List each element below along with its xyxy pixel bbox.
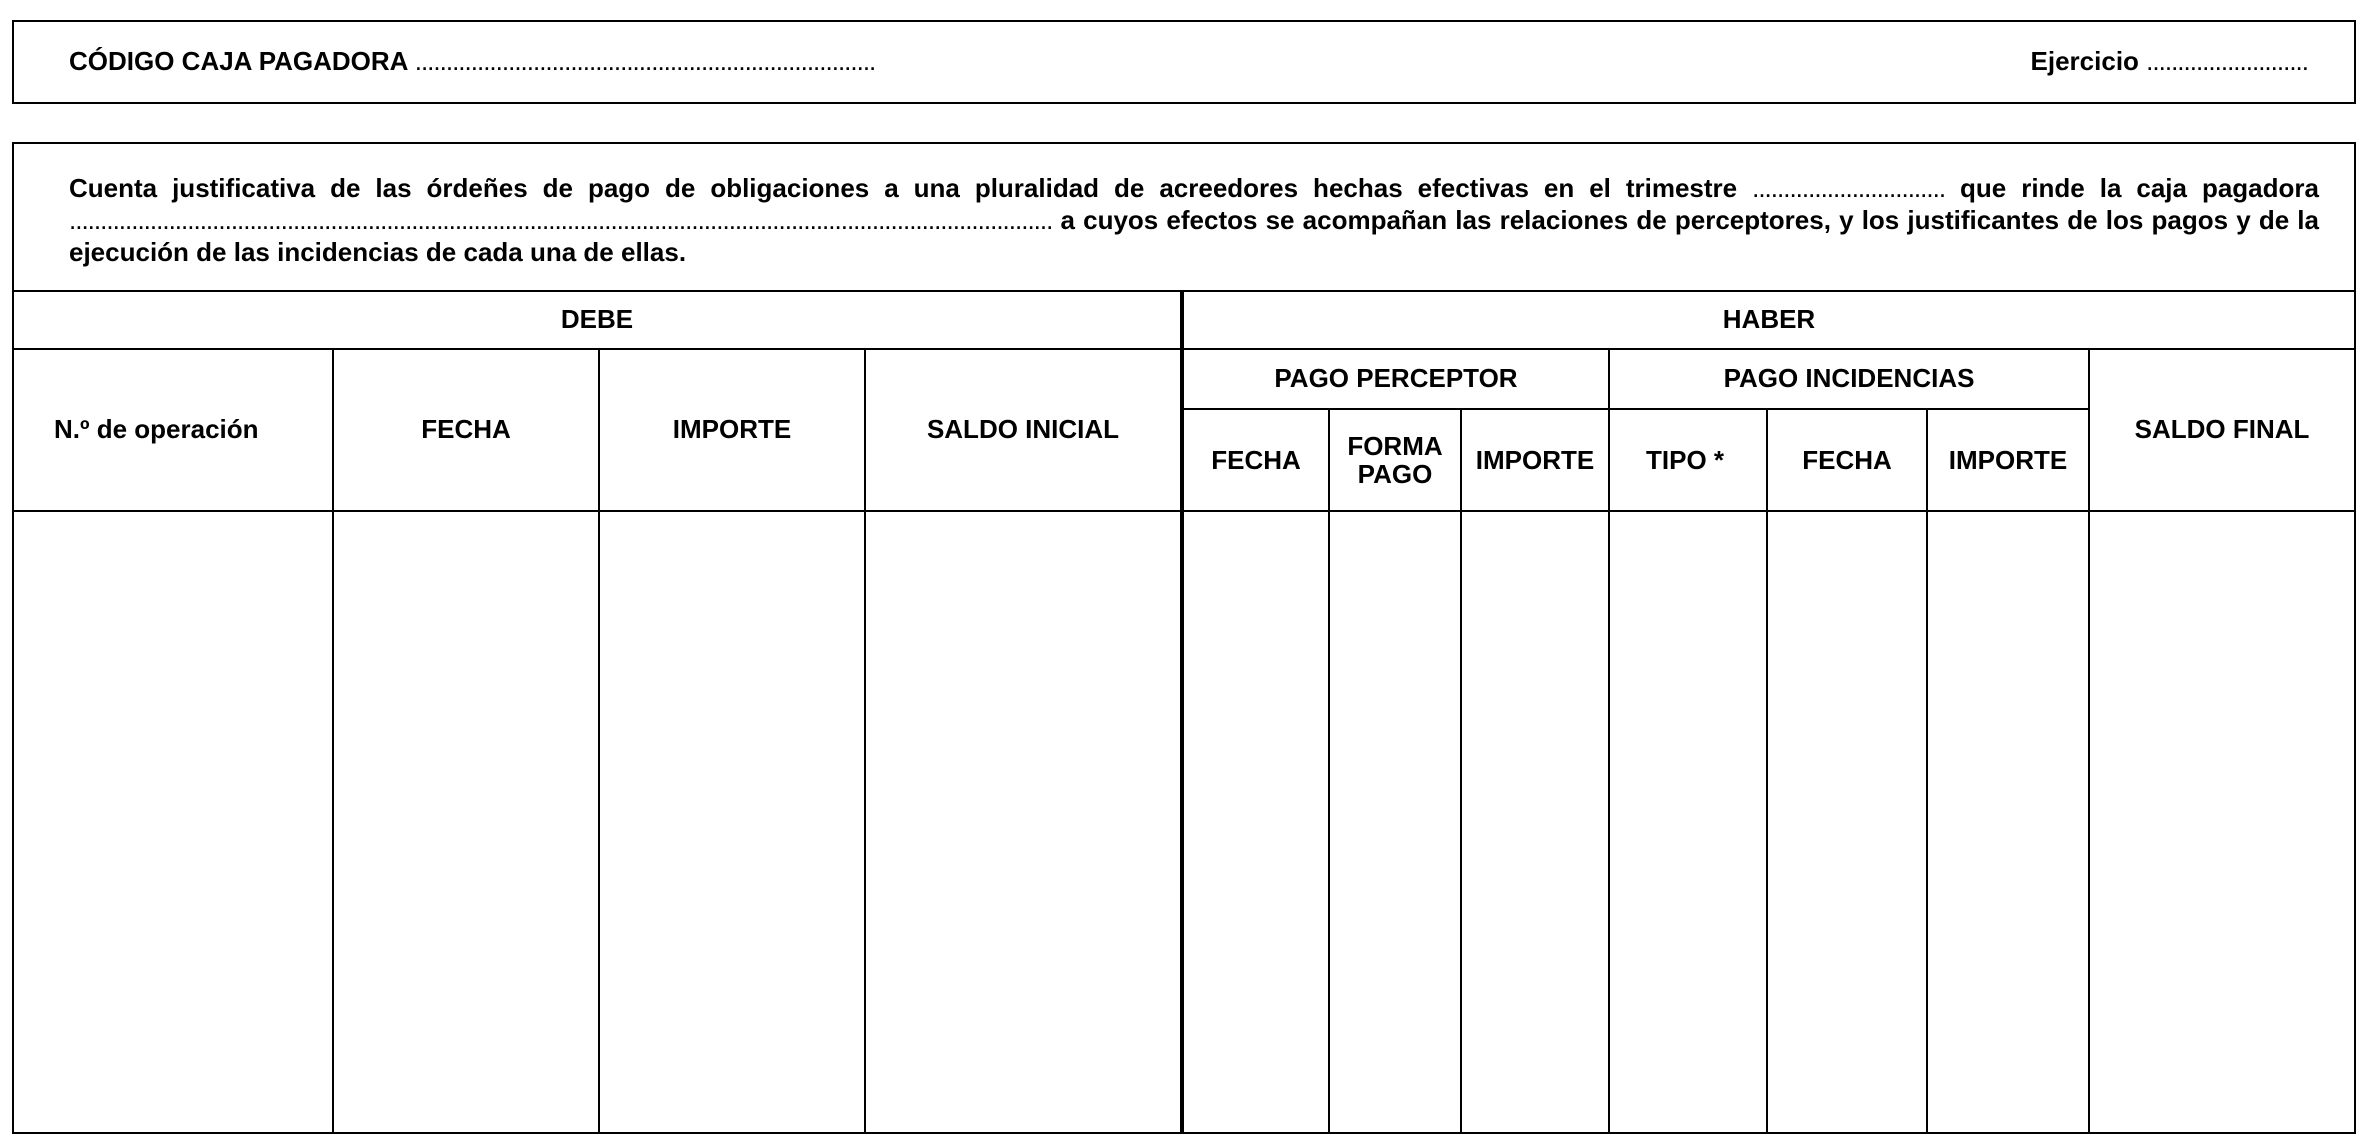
caja-blank[interactable]: ..............................................................................................................................................................: [69, 205, 1053, 235]
col-divider-6: [1460, 408, 1462, 1134]
account-form: [12, 142, 2356, 1134]
col-importe-perceptor: IMPORTE: [1475, 445, 1595, 475]
intro-text-3: a cuyos efectos se acompañan las relaciones de perceptores, y los justificantes de los pagos y de la ejecución de las incidencias de cada una de ellas.: [69, 205, 2319, 267]
header-box: [12, 20, 2356, 104]
rule-below-headers: [14, 510, 2354, 512]
pago-incidencias-header: PAGO INCIDENCIAS: [1723, 363, 1975, 393]
haber-header: HABER: [1722, 304, 1816, 334]
col-fecha-debe: FECHA: [421, 414, 511, 444]
col-fecha-perceptor: FECHA: [1211, 445, 1301, 475]
trimestre-blank[interactable]: ...............................: [1752, 173, 1946, 203]
col-divider-9: [1926, 408, 1928, 1134]
col-importe-debe: IMPORTE: [672, 414, 792, 444]
intro-text-2: que rinde la caja pagadora: [1960, 173, 2319, 203]
ejercicio-field: [2031, 46, 2308, 77]
col-saldo-final: SALDO FINAL: [2134, 414, 2310, 444]
codigo-caja-field: [69, 46, 875, 77]
intro-paragraph: [69, 172, 2319, 268]
col-forma-pago: FORMA PAGO: [1347, 431, 1443, 489]
codigo-caja-label: CÓDIGO CAJA PAGADORA: [69, 46, 408, 76]
col-divider-8: [1766, 408, 1768, 1134]
intro-text-1: Cuenta justificativa de las órdeñes de pago de obligaciones a una pluralidad de acreedores hechas efectivas en el trimestre: [69, 173, 1738, 203]
ejercicio-blank[interactable]: ..........................: [2146, 46, 2308, 76]
col-numero-operacion: N.º de operación: [54, 414, 259, 444]
col-saldo-inicial: SALDO INICIAL: [926, 414, 1120, 444]
col-importe-incidencias: IMPORTE: [1948, 445, 2068, 475]
col-fecha-incidencias: FECHA: [1802, 445, 1892, 475]
debe-header: DEBE: [560, 304, 634, 334]
codigo-caja-blank[interactable]: ..........................................................................: [414, 46, 876, 76]
pago-perceptor-header: PAGO PERCEPTOR: [1274, 363, 1518, 393]
col-tipo: TIPO *: [1646, 445, 1725, 475]
ejercicio-label: Ejercicio: [2030, 46, 2139, 76]
col-divider-5: [1328, 408, 1330, 1134]
